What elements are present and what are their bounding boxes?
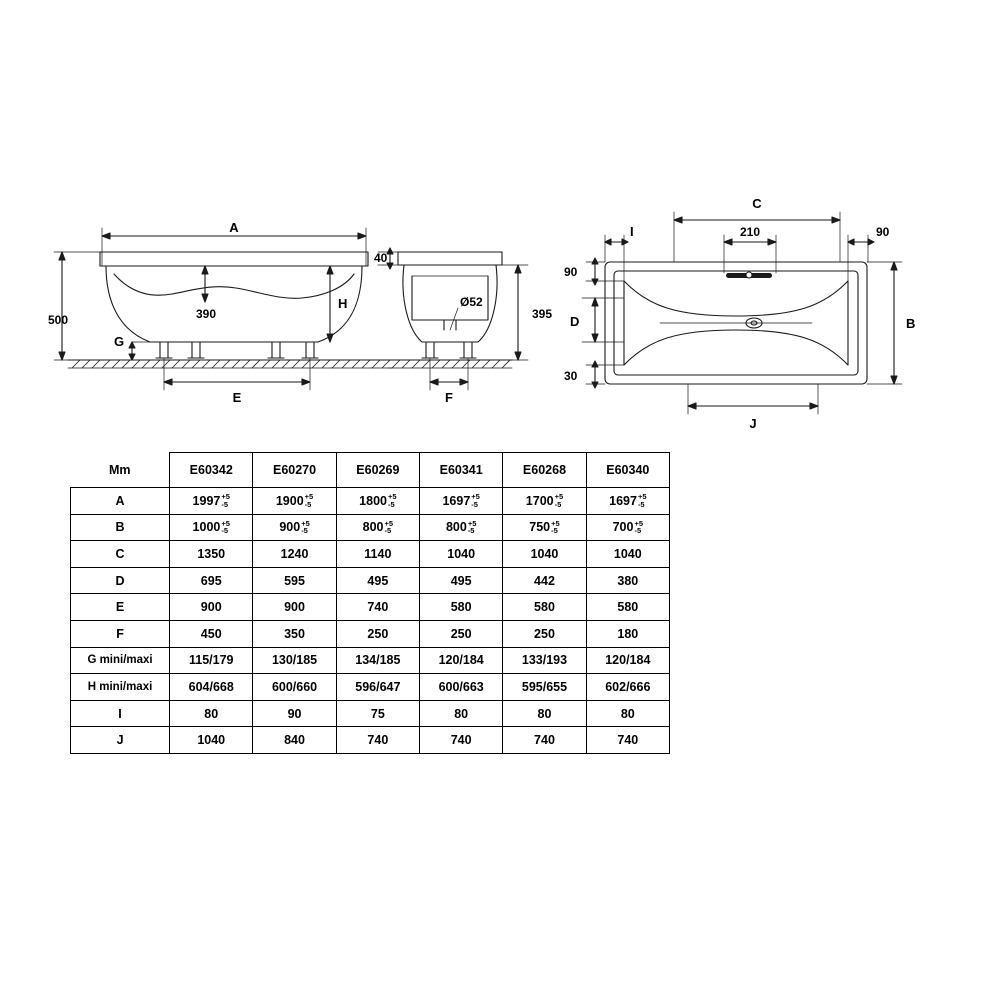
row-label: J [71, 727, 170, 754]
front-rim [100, 252, 368, 266]
cell-value: 1997 [192, 493, 221, 508]
table-cell [420, 488, 503, 515]
label-J: J [749, 416, 757, 431]
table-cell: 120/184 [420, 647, 503, 674]
tolerance-minus: -5 [471, 499, 478, 509]
label-40: 40 [374, 251, 388, 265]
table-cell: 1040 [170, 727, 253, 754]
row-label: B [71, 514, 170, 541]
table-cell: 120/184 [586, 647, 669, 674]
cell-tolerance [221, 520, 230, 536]
table-cell: 1040 [420, 541, 503, 568]
cell-value: 1000 [192, 520, 221, 535]
table-cell: 695 [170, 567, 253, 594]
table-cell: 604/668 [170, 674, 253, 701]
tolerance-plus: +5 [637, 491, 647, 501]
column-header-4: E60268 [503, 453, 586, 488]
label-30: 30 [564, 369, 578, 383]
table-cell: 1140 [336, 541, 419, 568]
label-90-right: 90 [876, 225, 890, 239]
cell-tolerance [468, 520, 477, 536]
table-row [71, 514, 670, 541]
cell-value: 1800 [359, 493, 387, 508]
tolerance-plus: +5 [551, 518, 560, 528]
label-E: E [232, 390, 242, 405]
drawing-svg [40, 180, 960, 440]
tolerance-minus: -5 [467, 526, 475, 536]
label-500: 500 [48, 313, 69, 327]
table-cell: 495 [420, 567, 503, 594]
table-cell: 350 [253, 620, 336, 647]
table-cell: 1040 [503, 541, 586, 568]
front-inner-contour [114, 274, 354, 298]
side-view-group [378, 248, 528, 390]
table-row [71, 674, 670, 701]
tolerance-plus: +5 [554, 491, 564, 501]
table-cell: 600/660 [253, 674, 336, 701]
cell-tolerance [551, 520, 560, 536]
table-cell [170, 514, 253, 541]
table-cell: 80 [586, 700, 669, 727]
table-cell: 1350 [170, 541, 253, 568]
table-cell: 115/179 [170, 647, 253, 674]
cell-tolerance [555, 493, 564, 509]
tolerance-minus: -5 [554, 499, 562, 509]
side-drain [444, 320, 456, 330]
table-row [71, 700, 670, 727]
table-cell: 133/193 [503, 647, 586, 674]
row-label: D [71, 567, 170, 594]
unit-label: Mm [109, 462, 131, 477]
table-cell: 90 [253, 700, 336, 727]
table-cell [336, 488, 419, 515]
table-cell: 250 [336, 620, 419, 647]
table-cell: 600/663 [420, 674, 503, 701]
label-G: G [114, 334, 125, 349]
tolerance-plus: +5 [221, 518, 230, 528]
table-cell: 580 [503, 594, 586, 621]
label-F: F [445, 390, 453, 405]
table-cell: 80 [503, 700, 586, 727]
table-cell: 130/185 [253, 647, 336, 674]
table-cell [503, 514, 586, 541]
label-C: C [752, 196, 762, 211]
table-cell: 900 [253, 594, 336, 621]
table-cell: 740 [336, 594, 419, 621]
table-row [71, 647, 670, 674]
table-row [71, 488, 670, 515]
tolerance-minus: -5 [301, 526, 308, 536]
tolerance-minus: -5 [387, 499, 395, 509]
table-cell: 250 [503, 620, 586, 647]
table-cell: 250 [420, 620, 503, 647]
column-header-3: E60341 [420, 453, 503, 488]
top-view-group [582, 212, 902, 414]
table-cell: 495 [336, 567, 419, 594]
technical-drawing [40, 180, 960, 440]
table-cell: 595 [253, 567, 336, 594]
table-cell: 134/185 [336, 647, 419, 674]
table-row [71, 541, 670, 568]
side-body-outline [403, 265, 497, 342]
column-header-2: E60269 [336, 453, 419, 488]
table-row [71, 727, 670, 754]
tolerance-minus: -5 [634, 526, 642, 536]
tolerance-plus: +5 [471, 491, 480, 501]
table-cell: 596/647 [336, 674, 419, 701]
table-cell: 740 [503, 727, 586, 754]
table-cell: 75 [336, 700, 419, 727]
cell-value: 1697 [442, 493, 471, 508]
column-header-1: E60270 [253, 453, 336, 488]
row-label: G mini/maxi [71, 647, 170, 674]
cell-value: 1700 [525, 493, 554, 508]
tolerance-minus: -5 [384, 526, 392, 536]
table-cell: 450 [170, 620, 253, 647]
table-cell [253, 514, 336, 541]
cell-value: 1697 [609, 493, 637, 508]
table-row [71, 594, 670, 621]
table-cell [170, 488, 253, 515]
table-cell: 380 [586, 567, 669, 594]
label-390: 390 [195, 307, 217, 321]
tolerance-plus: +5 [304, 491, 314, 501]
tolerance-plus: +5 [387, 491, 397, 501]
front-body-outline [106, 266, 362, 342]
table-cell [503, 488, 586, 515]
side-legs [422, 342, 476, 358]
table-row [71, 620, 670, 647]
row-label: H mini/maxi [71, 674, 170, 701]
label-H: H [338, 296, 348, 311]
label-A: A [229, 220, 239, 235]
row-label: I [71, 700, 170, 727]
tolerance-minus: -5 [221, 526, 229, 536]
table-cell: 602/666 [586, 674, 669, 701]
table-cell: 1240 [253, 541, 336, 568]
cell-tolerance [634, 520, 643, 536]
cell-tolerance [305, 493, 314, 509]
table-cell: 740 [420, 727, 503, 754]
tolerance-plus: +5 [221, 491, 230, 501]
cell-value: 700 [612, 520, 634, 535]
dimension-table-wrapper [70, 452, 670, 754]
table-row [71, 567, 670, 594]
column-header-5: E60340 [586, 453, 669, 488]
label-90-top: 90 [564, 265, 578, 279]
table-body [71, 488, 670, 754]
row-label: E [71, 594, 170, 621]
tolerance-minus: -5 [637, 499, 645, 509]
table-cell [336, 514, 419, 541]
tolerance-plus: +5 [301, 518, 310, 528]
side-rim [398, 252, 502, 265]
top-basin-lower [624, 330, 848, 365]
row-label: F [71, 620, 170, 647]
cell-tolerance [638, 493, 647, 509]
cell-value: 800 [445, 520, 467, 535]
tolerance-plus: +5 [467, 518, 477, 528]
top-basin-upper [624, 281, 848, 316]
tolerance-minus: -5 [221, 499, 229, 509]
label-drain-diameter: Ø52 [460, 295, 483, 309]
table-cell [420, 514, 503, 541]
row-label: C [71, 541, 170, 568]
table-cell: 900 [170, 594, 253, 621]
label-395: 395 [532, 307, 553, 321]
cell-tolerance [471, 493, 480, 509]
cell-value: 800 [362, 520, 384, 535]
table-cell: 840 [253, 727, 336, 754]
floor-hatch [68, 360, 392, 368]
table-cell: 740 [586, 727, 669, 754]
tolerance-minus: -5 [551, 526, 558, 536]
tolerance-plus: +5 [384, 518, 394, 528]
table-cell: 580 [420, 594, 503, 621]
table-cell: 442 [503, 567, 586, 594]
label-I: I [630, 224, 634, 239]
column-header-0: E60342 [170, 453, 253, 488]
cell-tolerance [385, 520, 394, 536]
label-D: D [570, 314, 580, 329]
cell-value: 900 [279, 520, 301, 535]
dimension-table [70, 452, 670, 754]
cell-value: 1900 [275, 493, 304, 508]
table-cell [586, 488, 669, 515]
table-cell [253, 488, 336, 515]
drain-leader [450, 308, 458, 330]
cell-tolerance [221, 493, 230, 509]
table-cell: 180 [586, 620, 669, 647]
table-cell: 80 [420, 700, 503, 727]
tolerance-plus: +5 [634, 518, 644, 528]
table-cell [586, 514, 669, 541]
tolerance-minus: -5 [304, 499, 312, 509]
table-cell: 740 [336, 727, 419, 754]
cell-tolerance [301, 520, 310, 536]
front-legs [156, 342, 318, 358]
table-cell: 595/655 [503, 674, 586, 701]
table-cell: 580 [586, 594, 669, 621]
label-210: 210 [739, 225, 761, 239]
label-B: B [906, 316, 916, 331]
cell-tolerance [388, 493, 397, 509]
cell-value: 750 [529, 520, 551, 535]
table-cell: 80 [170, 700, 253, 727]
table-header-row [71, 453, 670, 488]
table-cell: 1040 [586, 541, 669, 568]
row-label: A [71, 488, 170, 515]
